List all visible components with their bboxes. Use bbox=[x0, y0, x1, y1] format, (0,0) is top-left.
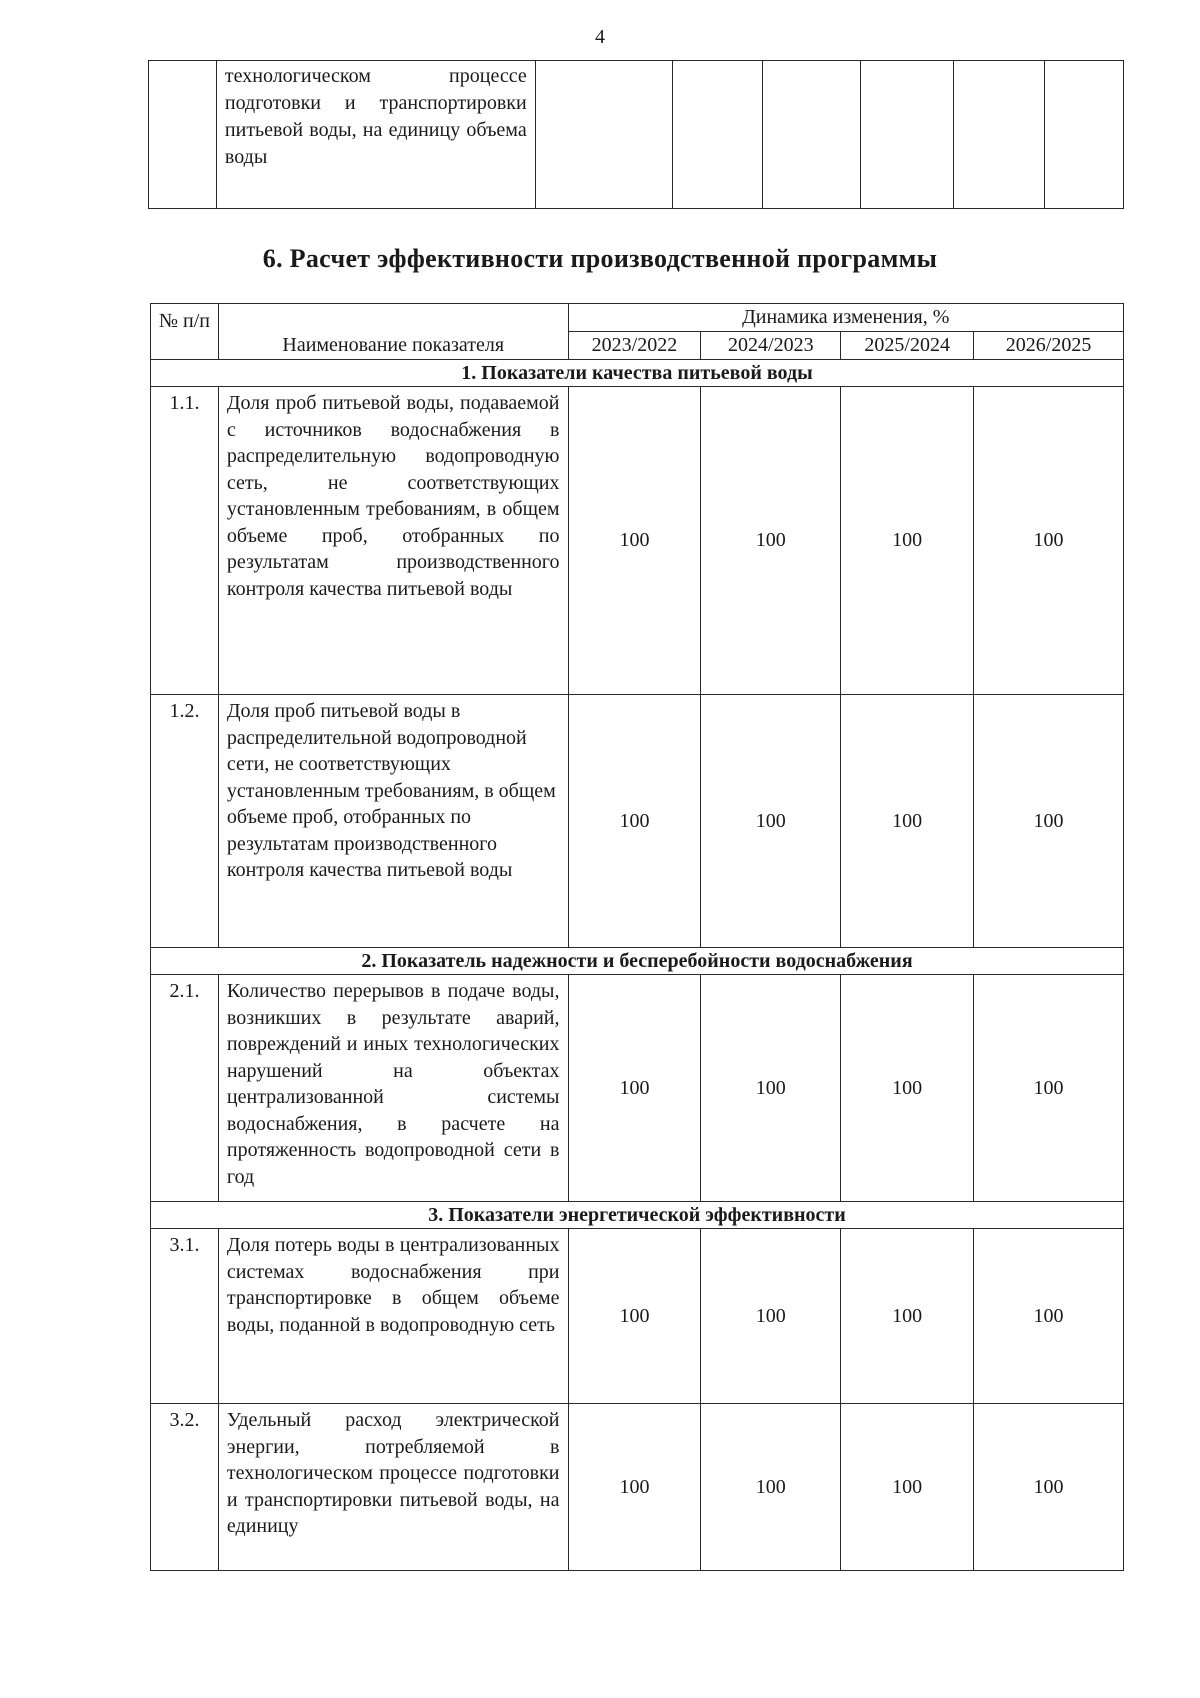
row-name: Удельный расход электрической энергии, потребляемой в технологическом процессе подготовки и транспортировки питьевой воды, на единицу bbox=[218, 1404, 568, 1571]
efficiency-table bbox=[150, 303, 1124, 1571]
row-value: 100 bbox=[701, 1229, 841, 1404]
group-row bbox=[151, 948, 1124, 975]
row-value: 100 bbox=[841, 695, 974, 948]
header-period: 2026/2025 bbox=[974, 332, 1124, 360]
table-row bbox=[151, 1404, 1124, 1571]
group-title: 1. Показатели качества питьевой воды bbox=[151, 360, 1124, 387]
continuation-empty-cell bbox=[954, 61, 1045, 209]
row-number: 1.2. bbox=[151, 695, 219, 948]
row-value: 100 bbox=[841, 387, 974, 695]
group-title: 2. Показатель надежности и бесперебойности водоснабжения bbox=[151, 948, 1124, 975]
row-name: Количество перерывов в подаче воды, возникших в результате аварий, повреждений и иных технологических нарушений на объектах централизованной системы водоснабжения, в расчете на протяженность водопроводной сети в год bbox=[218, 975, 568, 1202]
row-value: 100 bbox=[701, 695, 841, 948]
group-row bbox=[151, 360, 1124, 387]
header-num-cell: № п/п bbox=[151, 304, 219, 360]
section-title: 6. Расчет эффективности производственной программы bbox=[262, 244, 938, 273]
row-value: 100 bbox=[841, 1404, 974, 1571]
header-period: 2025/2024 bbox=[841, 332, 974, 360]
row-value: 100 bbox=[974, 695, 1124, 948]
row-name: Доля проб питьевой воды, подаваемой с источников водоснабжения в распределительную водопроводную сеть, не соответствующих установленным требованиям, в общем объеме проб, отобранных по результатам производственного контроля качества питьевой воды bbox=[218, 387, 568, 695]
continuation-empty-cell bbox=[672, 61, 763, 209]
row-name: Доля потерь воды в централизованных системах водоснабжения при транспортировке в общем объеме воды, поданной в водопроводную сеть bbox=[218, 1229, 568, 1404]
row-value: 100 bbox=[841, 1229, 974, 1404]
row-value: 100 bbox=[568, 387, 701, 695]
row-value: 100 bbox=[568, 695, 701, 948]
row-number: 3.2. bbox=[151, 1404, 219, 1571]
row-value: 100 bbox=[974, 387, 1124, 695]
row-value: 100 bbox=[974, 1404, 1124, 1571]
row-value: 100 bbox=[974, 975, 1124, 1202]
continuation-empty-cell bbox=[861, 61, 954, 209]
continuation-table bbox=[148, 60, 1124, 209]
group-row bbox=[151, 1202, 1124, 1229]
table-row bbox=[151, 1229, 1124, 1404]
page-number: 4 bbox=[595, 26, 605, 48]
row-number: 2.1. bbox=[151, 975, 219, 1202]
table-row bbox=[151, 975, 1124, 1202]
header-name-cell: Наименование показателя bbox=[218, 304, 568, 360]
continuation-num-cell bbox=[149, 61, 217, 209]
row-value: 100 bbox=[568, 1229, 701, 1404]
table-row bbox=[151, 387, 1124, 695]
row-name: Доля проб питьевой воды в распределительной водопроводной сети, не соответствующих установленным требованиям, в общем объеме проб, отобранных по результатам производственного контроля качества питьевой воды bbox=[218, 695, 568, 948]
continuation-empty-cell bbox=[535, 61, 672, 209]
row-value: 100 bbox=[974, 1229, 1124, 1404]
row-value: 100 bbox=[568, 1404, 701, 1571]
header-row-1 bbox=[151, 304, 1124, 332]
table-row bbox=[151, 695, 1124, 948]
header-dynamics-cell: Динамика изменения, % bbox=[568, 304, 1124, 332]
row-value: 100 bbox=[568, 975, 701, 1202]
continuation-name-cell: технологическом процессе подготовки и транспортировки питьевой воды, на единицу объема воды bbox=[216, 61, 535, 209]
continuation-row bbox=[149, 61, 1124, 209]
header-period: 2023/2022 bbox=[568, 332, 701, 360]
row-value: 100 bbox=[701, 387, 841, 695]
header-period: 2024/2023 bbox=[701, 332, 841, 360]
row-number: 3.1. bbox=[151, 1229, 219, 1404]
row-number: 1.1. bbox=[151, 387, 219, 695]
continuation-empty-cell bbox=[763, 61, 861, 209]
continuation-empty-cell bbox=[1045, 61, 1124, 209]
group-title: 3. Показатели энергетической эффективности bbox=[151, 1202, 1124, 1229]
row-value: 100 bbox=[841, 975, 974, 1202]
row-value: 100 bbox=[701, 975, 841, 1202]
row-value: 100 bbox=[701, 1404, 841, 1571]
